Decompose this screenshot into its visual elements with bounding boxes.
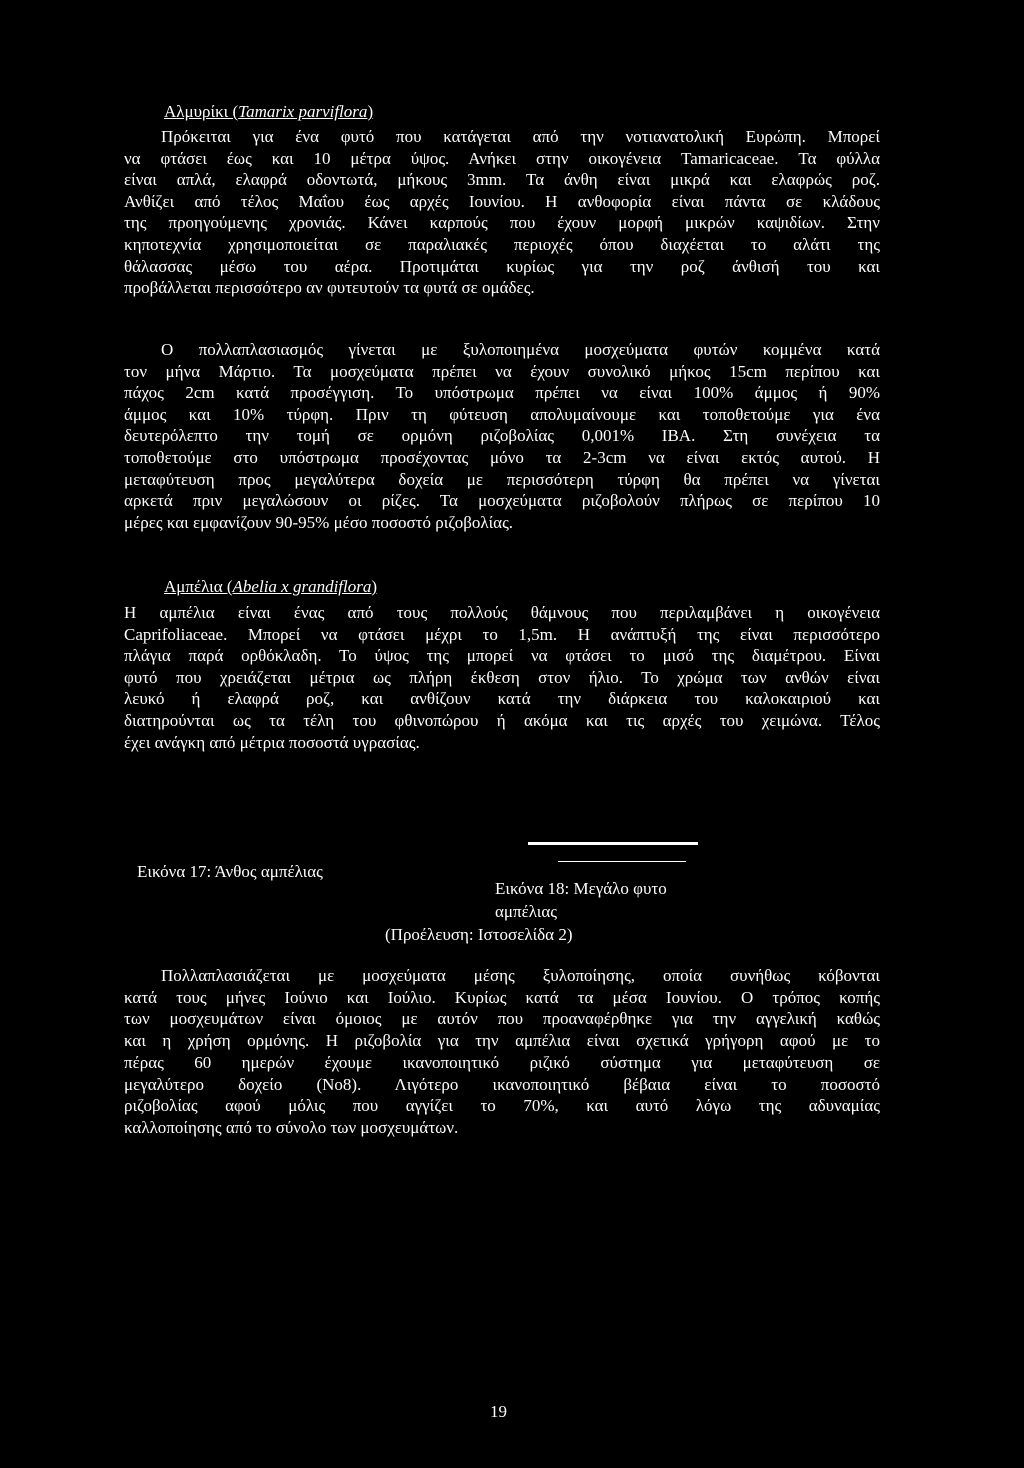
text-line: φυτό που χρειάζεται μέτρια ως πλήρη έκθεση στον ήλιο. Το χρώμα των ανθών είναι	[124, 667, 880, 687]
text-line: κηποτεχνία χρησιμοποιείται σε παραλιακές περιοχές όπου διαχέεται το αλάτι της	[124, 234, 880, 254]
text-line: πλάγια παρά ορθόκλαδη. Το ύψος της μπορεί να φτάσει το μισό της διαμέτρου. Είναι	[124, 646, 880, 666]
text-line: μεγαλύτερο δοχείο (No8). Λιγότερο ικανοποιητικό βέβαια είναι το ποσοστό	[124, 1074, 880, 1094]
text-line: άμμος και 10% τύρφη. Πριν τη φύτευση απολυμαίνουμε και τοποθετούμε για ένα	[124, 404, 880, 424]
section-heading-abelia	[164, 576, 377, 598]
text-line: Πολλαπλασιάζεται με μοσχεύματα μέσης ξυλοποίησης, οποία συνήθως κόβονται	[161, 966, 880, 985]
text-line: Πρόκειται για ένα φυτό που κατάγεται από την νοτιανατολική Ευρώπη. Μπορεί	[161, 127, 880, 146]
text-line: προβάλλεται περισσότερο αν φυτευτούν τα φυτά σε ομάδες.	[124, 278, 535, 298]
text-line: θάλασσας μέσω του αέρα. Προτιμάται κυρίως για την ροζ άνθισή του και	[124, 256, 880, 276]
text-line: Caprifoliaceae. Μπορεί να φτάσει μέχρι το 1,5m. Η ανάπτυξή της είναι περισσότερο	[124, 624, 880, 644]
figure-border-line	[558, 861, 686, 862]
text-line: αρκετά πριν μεγαλώσουν οι ρίζες. Τα μοσχεύματα ριζοβολούν πλήρως σε περίπου 10	[124, 491, 880, 511]
text-line: κατά τους μήνες Ιούνιο και Ιούλιο. Κυρίως κατά τα μέσα Ιουνίου. Ο τρόπος κοπής	[124, 987, 880, 1007]
text-line: πέρας 60 ημερών έχουμε ικανοποιητικό ριζικό σύστημα για μεταφύτευση σε	[124, 1052, 880, 1072]
paragraph-tamarix-propagation	[124, 339, 880, 533]
paragraph-tamarix-description	[124, 126, 880, 299]
text-line: τοποθετούμε στο υπόστρωμα προσέχοντας μόνο τα 2-3cm να είναι εκτός αυτού. Η	[124, 447, 880, 467]
text-line: τον μήνα Μάρτιο. Τα μοσχεύματα πρέπει να έχουν συνολικό μήκος 15cm περίπου και	[124, 361, 880, 381]
text-line: πάχος 2cm κατά προσέγγιση. Το υπόστρωμα πρέπει να είναι 100% άμμος ή 90%	[124, 383, 880, 403]
text-line: να φτάσει έως και 10 μέτρα ύψος. Ανήκει στην οικογένεια Tamaricaceae. Τα φύλλα	[124, 148, 880, 168]
paragraph-abelia-propagation	[124, 965, 880, 1139]
paragraph-abelia-description	[124, 602, 880, 753]
text-line: και η χρήση ορμόνης. Η ριζοβολία για την αμπέλια είναι σχετικά γρήγορη αφού με το	[124, 1031, 880, 1051]
caption-line: (Προέλευση: Ιστοσελίδα 2)	[385, 925, 573, 944]
figure-caption-17: Εικόνα 17: Άνθος αμπέλιας	[137, 862, 323, 881]
page-number: 19	[490, 1402, 507, 1421]
text-line: της προηγούμενης χρονιάς. Κάνει καρπούς που έχουν μορφή μικρών καψιδίων. Στην	[124, 213, 880, 233]
text-line: έχει ανάγκη από μέτρια ποσοστά υγρασίας.	[124, 732, 420, 752]
text-line: μεταφύτευση προς μεγαλύτερα δοχεία με περισσότερη τύρφη θα πρέπει να γίνεται	[124, 469, 880, 489]
figure-caption-18	[385, 877, 745, 946]
text-line: δευτερόλεπτο την τομή σε ορμόνη ριζοβολίας 0,001% IBA. Στη συνέχεια τα	[124, 426, 880, 446]
text-line: Η αμπέλια είναι ένας από τους πολλούς θάμνους που περιλαμβάνει η οικογένεια	[124, 603, 880, 622]
text-line: είναι απλά, ελαφρά οδοντωτά, μήκους 3mm. Τα άνθη είναι μικρά και ελαφρώς ροζ.	[124, 170, 880, 190]
heading-suffix: )	[371, 577, 378, 596]
text-line: μέρες και εμφανίζουν 90-95% μέσο ποσοστό ριζοβολίας.	[124, 512, 514, 532]
figure-border-line	[528, 842, 698, 845]
section-heading-tamarix	[164, 101, 373, 123]
heading-text: Αμπέλια (	[164, 577, 233, 596]
text-line: λευκό ή ελαφρά ροζ, και ανθίζουν κατά την διάρκεια του καλοκαιριού και	[124, 689, 880, 709]
heading-latin-name: Abelia x grandiflora	[232, 577, 372, 596]
caption-line: Εικόνα 18: Μεγάλο φυτο	[495, 879, 667, 898]
text-line: Ο πολλαπλασιασμός γίνεται με ξυλοποιημένα μοσχεύματα φυτών κομμένα κατά	[161, 340, 880, 359]
heading-suffix: )	[367, 102, 374, 121]
text-line: των μοσχευμάτων είναι όμοιος με αυτόν που προαναφέρθηκε για την αγγελική καθώς	[124, 1009, 880, 1029]
caption-line: αμπέλιας	[495, 902, 557, 921]
heading-text: Αλμυρίκι (	[164, 102, 239, 121]
heading-latin-name: Tamarix parviflora	[238, 102, 368, 121]
text-line: διατηρούνται ως τα τέλη του φθινοπώρου ή ακόμα και τις αρχές του χειμώνα. Τέλος	[124, 710, 880, 730]
text-line: ριζοβολίας αφού μόλις που αγγίζει το 70%, και αυτό λόγω της αδυναμίας	[124, 1096, 880, 1116]
text-line: Ανθίζει από τέλος Μαΐου έως αρχές Ιουνίου. Η ανθοφορία είναι πάντα σε κλάδους	[124, 191, 880, 211]
text-line: καλλοποίησης από το σύνολο των μοσχευμάτων.	[124, 1117, 459, 1137]
